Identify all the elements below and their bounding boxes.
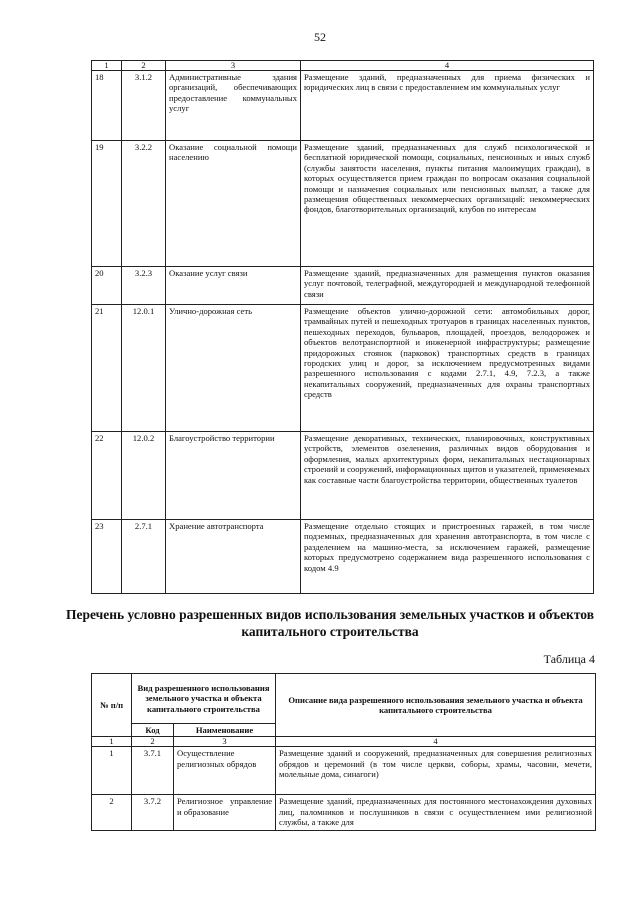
use-description: Размещение зданий, предназначенных для приема физических и юридических лиц в связи с предоставлением им коммунальных услуг [301, 71, 594, 141]
use-code: 3.2.2 [122, 141, 166, 267]
use-description: Размещение зданий, предназначенных для размещения пунктов оказания услуг почтовой, телеграфной, междугородней и международной телефонной связи [301, 267, 594, 305]
use-code: 3.7.1 [132, 747, 174, 795]
use-description: Размещение зданий, предназначенных для служб психологической и бесплатной юридической помощи, социальных, пенсионных и иных служб (службы занятости населения, пункты питания малоимущих граждан), в которых осуществляется прием граждан по вопросам оказания социальной помощи и назначения социальных или пенсионных выплат, а также для размещения общественных некоммерческих организаций: некоммерческих фондов, благотворительных организаций, клубов по интересам [301, 141, 594, 267]
use-description: Размещение зданий, предназначенных для постоянного местонахождения духовных лиц, паломников и послушников в связи с осуществлением ими религиозной службы, а также для [276, 795, 596, 831]
table-row [92, 432, 594, 520]
use-description: Размещение декоративных, технических, планировочных, конструктивных устройств, элементов озеленения, различных видов оборудования и оформления, малых архитектурных форм, некапитальных нестационарных строений и сооружений, информационных щитов и указателей, применяемых как составные части благоустройства территории, общественных туалетов [301, 432, 594, 520]
table-row [92, 305, 594, 432]
column-number: 3 [166, 61, 301, 71]
use-description: Размещение объектов улично-дорожной сети: автомобильных дорог, трамвайных путей и пешеходных тротуаров в границах населенных пунктов, пешеходных переходов, бульваров, площадей, проездов, велодорожек и объектов велотранспортной и инженерной инфраструктуры; размещение придорожных стоянок (парковок) транспортных средств в границах городских улиц и дорог, за исключением предусмотренных видами разрешенного использования с кодами 2.7.1, 4.9, 7.2.3, а также некапитальных сооружений, предназначенных для охраны транспортных средств [301, 305, 594, 432]
use-name: Административные здания организаций, обеспечивающих предоставление коммунальных услуг [166, 71, 301, 141]
table-row [92, 795, 596, 831]
row-number: 23 [92, 520, 122, 594]
header-number: № п/п [92, 674, 132, 737]
table-row [92, 747, 596, 795]
land-use-table-continued [91, 60, 594, 594]
page-number: 52 [314, 30, 326, 44]
header-code: Код [132, 724, 174, 737]
use-code: 3.7.2 [132, 795, 174, 831]
use-name: Осуществление религиозных обрядов [174, 747, 276, 795]
use-code: 3.1.2 [122, 71, 166, 141]
use-name: Улично-дорожная сеть [166, 305, 301, 432]
use-name: Религиозное управление и образование [174, 795, 276, 831]
header-name: Наименование [174, 724, 276, 737]
use-code: 3.2.3 [122, 267, 166, 305]
column-number: 1 [92, 737, 132, 747]
table-row [92, 71, 594, 141]
header-description: Описание вида разрешенного использования земельного участка и объекта капитального строительства [276, 674, 596, 737]
use-description: Размещение отдельно стоящих и пристроенных гаражей, в том числе подземных, предназначенных для хранения автотранспорта, в том числе с разделением на машино-места, за исключением гаражей, размещение которых предусмотрено содержанием вида разрешенного использования с кодом 4.9 [301, 520, 594, 594]
conditional-land-use-table [91, 673, 596, 831]
row-number: 20 [92, 267, 122, 305]
header-use-type: Вид разрешенного использования земельного участка и объекта капитального строительства [132, 674, 276, 724]
table-caption: Таблица 4 [543, 652, 595, 666]
row-number: 19 [92, 141, 122, 267]
row-number: 21 [92, 305, 122, 432]
use-description: Размещение зданий и сооружений, предназначенных для совершения религиозных обрядов и церемоний (в том числе церкви, соборы, храмы, часовни, мечети, молельные дома, синагоги) [276, 747, 596, 795]
section-title: Перечень условно разрешенных видов использования земельных участков и объектов капитального строительства [66, 607, 594, 639]
row-number: 1 [92, 747, 132, 795]
table-row [92, 520, 594, 594]
column-numbers-row [92, 61, 594, 71]
column-number: 2 [122, 61, 166, 71]
header-row [92, 674, 596, 724]
column-number: 3 [174, 737, 276, 747]
table-row [92, 267, 594, 305]
column-number: 1 [92, 61, 122, 71]
row-number: 22 [92, 432, 122, 520]
use-name: Благоустройство территории [166, 432, 301, 520]
column-numbers-row [92, 737, 596, 747]
table-row [92, 141, 594, 267]
use-name: Хранение автотранспорта [166, 520, 301, 594]
use-name: Оказание услуг связи [166, 267, 301, 305]
use-code: 2.7.1 [122, 520, 166, 594]
column-number: 4 [276, 737, 596, 747]
use-code: 12.0.1 [122, 305, 166, 432]
row-number: 18 [92, 71, 122, 141]
row-number: 2 [92, 795, 132, 831]
column-number: 2 [132, 737, 174, 747]
column-number: 4 [301, 61, 594, 71]
use-code: 12.0.2 [122, 432, 166, 520]
use-name: Оказание социальной помощи населению [166, 141, 301, 267]
